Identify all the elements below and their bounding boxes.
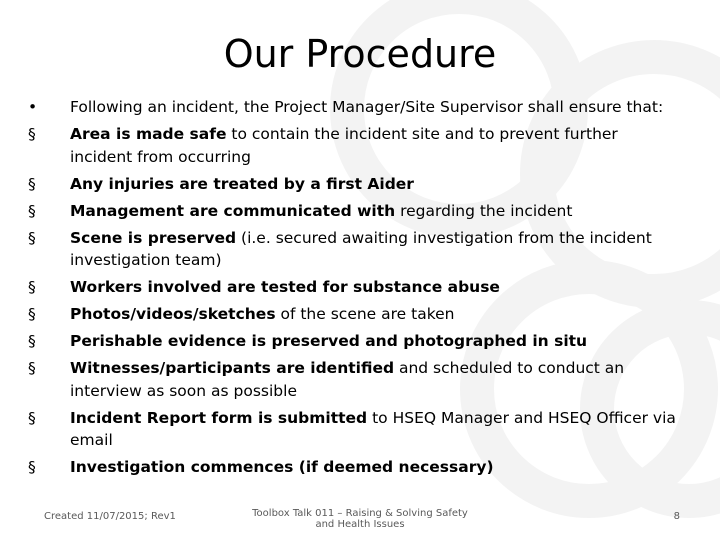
section-bullet: §: [28, 359, 36, 377]
list-item-bold: Workers involved are tested for substance abuse: [70, 278, 500, 296]
list-item-bold: Perishable evidence is preserved and photographed in situ: [70, 332, 588, 350]
footer-title: Toolbox Talk 011 – Raising & Solving Safety and Health Issues: [252, 508, 468, 530]
list-item-text: [70, 276, 678, 299]
list-item-bold: Any injuries are treated by a first Aider: [70, 174, 414, 193]
procedure-list: [28, 96, 678, 483]
list-item-text: [70, 227, 678, 272]
intro-item: [28, 96, 678, 119]
section-bullet: §: [28, 228, 36, 247]
list-item-bold: Investigation commences (if deemed necessary): [70, 458, 494, 476]
list-item: [28, 303, 678, 326]
section-bullet: §: [28, 305, 36, 323]
bullet: •: [28, 98, 38, 116]
list-item-rest: (i.e. secured awaiting investigation from the incident investigation team): [70, 228, 652, 269]
section-bullet: §: [28, 278, 36, 296]
list-item-bold: Area is made safe: [70, 125, 227, 143]
section-bullet: §: [28, 174, 36, 193]
footer-created: Created 11/07/2015; Rev1: [44, 511, 176, 522]
list-item-text: [70, 357, 678, 402]
list-item-text: [70, 407, 678, 452]
list-item-text: [70, 456, 678, 479]
section-bullet: §: [28, 458, 36, 476]
list-item: [28, 173, 678, 196]
page-number: 8: [673, 511, 680, 522]
list-item-text: [70, 173, 678, 196]
list-item: [28, 407, 678, 452]
list-item-bold: Witnesses/participants are identified: [70, 359, 395, 377]
list-item: [28, 276, 678, 299]
section-bullet: §: [28, 201, 36, 220]
list-item-rest: to contain the incident site and to prevent further incident from occurring: [70, 125, 618, 166]
list-item: [28, 227, 678, 272]
list-item-bold: Management are communicated with: [70, 201, 396, 220]
section-bullet: §: [28, 125, 36, 143]
list-item: [28, 330, 678, 353]
section-bullet: §: [28, 332, 36, 350]
list-item-text: [70, 330, 678, 353]
list-item-rest: regarding the incident: [395, 201, 573, 220]
list-item: [28, 200, 678, 223]
list-item: [28, 357, 678, 402]
section-bullet: §: [28, 408, 36, 427]
slide-title: Our Procedure: [223, 32, 497, 76]
list-item-text: [70, 303, 678, 326]
list-item-rest: to HSEQ Manager and HSEQ Officer via email: [70, 408, 676, 449]
intro-text: Following an incident, the Project Manager/Site Supervisor shall ensure that:: [70, 98, 664, 116]
list-item-rest: and scheduled to conduct an interview as soon as possible: [70, 359, 625, 400]
list-item: [28, 456, 678, 479]
list-item-bold: Photos/videos/sketches: [70, 305, 276, 323]
list-item-bold: Scene is preserved: [70, 228, 237, 247]
list-item-bold: Incident Report form is submitted: [70, 408, 368, 427]
list-item-text: [70, 123, 678, 168]
list-item-rest: of the scene are taken: [275, 305, 455, 323]
list-item: [28, 123, 678, 168]
list-item-text: [70, 200, 678, 223]
